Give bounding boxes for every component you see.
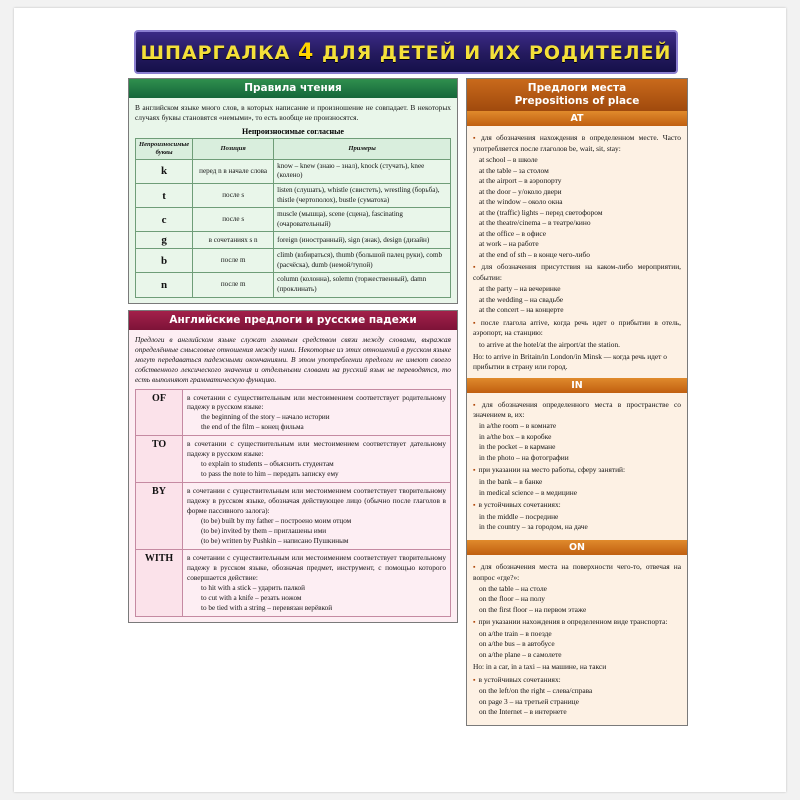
table-header-row xyxy=(136,139,451,160)
on-note-2: ▪ при указании нахождения в определенном виде транспорта: xyxy=(473,617,681,628)
row-letter: g xyxy=(136,232,193,249)
table-row xyxy=(136,273,451,297)
list-item: on the floor – на полу xyxy=(479,594,545,604)
right-column xyxy=(466,78,688,732)
row-position: в сочетаниях s n xyxy=(193,232,274,249)
list-item: in the country – за городом, на даче xyxy=(479,522,588,532)
case-note: в сочетании с существительным или местоимением соответствует творительному падежу в русском языке, обозначая действующее лицо (обычно после глаголов в форме пассивного залога): xyxy=(187,486,446,515)
case-example: to be tied with a string – перевязан верёвкой xyxy=(201,603,333,612)
case-example: (to be) invited by them – приглашены ими xyxy=(201,526,327,535)
at-exception: Но: to arrive in Britain/in London/in Minsk — когда речь идет о прибытии в страну или город. xyxy=(473,352,667,372)
list-item: on the table – на столе xyxy=(479,583,547,593)
table-row xyxy=(136,208,451,232)
case-example: the beginning of the story – начало истории xyxy=(201,413,330,422)
title-prefix: ШПАРГАЛКА xyxy=(140,41,291,64)
list-item: at the end of sth – в конце чего-либо xyxy=(479,249,590,259)
list-item: at the theatre/cinema – в театре/кино xyxy=(479,218,591,228)
title-ru: Предлоги места xyxy=(527,82,627,94)
on-list-1 xyxy=(479,584,681,616)
row-examples: column (колонна), solemn (торжественный), damn (проклинать) xyxy=(274,273,451,297)
page-title xyxy=(141,40,672,65)
list-item: to arrive at the hotel/at the airport/at the station. xyxy=(479,339,620,349)
case-example: to explain to students – объяснить студентам xyxy=(201,460,334,469)
in-list-1 xyxy=(479,421,681,463)
case-note: в сочетании с существительным или местоимением соответствует дательному падежу в русском языке: xyxy=(187,439,446,459)
row-position: после s xyxy=(193,184,274,208)
reading-rules-card xyxy=(128,78,458,304)
case-note: в сочетании с существительным или местоимением соответствует творительному падежу в русском языке, обозначая предмет, инструмент, с помощью которого совершается действие: xyxy=(187,553,446,582)
on-note-1: ▪ для обозначения места на поверхности чего-то, отвечая на вопрос «где?»: xyxy=(473,562,681,583)
in-note-2: ▪ при указании на место работы, сферу занятий: xyxy=(473,465,681,476)
row-position: после m xyxy=(193,273,274,297)
row-letter: n xyxy=(136,273,193,297)
silent-consonants-table xyxy=(135,138,451,297)
row-examples: climb (взбираться), thumb (большой палец руки), comb (расчёска), dumb (немой/тупой) xyxy=(274,249,451,273)
table-row xyxy=(136,159,451,183)
list-item: at the office – в офисе xyxy=(479,228,546,238)
title-banner xyxy=(134,30,678,74)
at-note-3: ▪ после глагола arrive, когда речь идет о прибытии в отель, аэропорт, на станцию: xyxy=(473,318,681,339)
table-row xyxy=(136,436,451,483)
list-item: in a/the box – в коробке xyxy=(479,431,552,441)
left-column xyxy=(128,78,458,629)
table-row xyxy=(136,389,451,436)
group-in-header: IN xyxy=(467,378,687,393)
case-example: (to be) written by Pushkin – написано Пушкиным xyxy=(201,536,349,545)
row-examples: listen (слушать), whistle (свистеть), wrestling (борьба), thistle (чертополох), bustle (суматоха) xyxy=(274,184,451,208)
on-note-3: ▪ в устойчивых сочетаниях: xyxy=(473,675,681,686)
table-row xyxy=(136,249,451,273)
list-item: on page 3 – на третьей странице xyxy=(479,696,579,706)
preposition-with: WITH xyxy=(136,550,183,617)
title-number: 4 xyxy=(298,39,315,65)
list-item: in the pocket – в кармане xyxy=(479,442,556,452)
on-exception: Но: in a car, in a taxi – на машине, на такси xyxy=(473,662,607,672)
list-item: in the middle – посредине xyxy=(479,511,559,521)
reading-rules-intro: В английском языке много слов, в которых написание и произношение не совпадает. В некоторых случаях буквы становятся «немыми», то есть вообще не произносятся. xyxy=(135,103,451,123)
case-example: to cut with a knife – резать ножом xyxy=(201,593,302,602)
list-item: on the left/on the right – слева/справа xyxy=(479,686,593,696)
cheatsheet-card xyxy=(14,8,786,792)
list-item: in a/the room – в комнате xyxy=(479,421,557,431)
list-item: in the bank – в банке xyxy=(479,477,543,487)
at-note-2: ▪ для обозначения присутствия на каком-либо мероприятии, событии: xyxy=(473,262,681,283)
list-item: at the table – за столом xyxy=(479,165,549,175)
col-letters: Непроизносимые буквы xyxy=(136,139,193,160)
list-item: at the airport – в аэропорту xyxy=(479,176,562,186)
list-item: in the photo – на фотографии xyxy=(479,452,569,462)
table-row xyxy=(136,483,451,550)
preposition-by: BY xyxy=(136,483,183,550)
group-on-header: ON xyxy=(467,540,687,555)
list-item: on a/the train – в поезде xyxy=(479,628,552,638)
list-item: on the first floor – на первом этаже xyxy=(479,604,587,614)
in-list-3 xyxy=(479,512,681,533)
case-note: в сочетании с существительным или местоимением соответствует родительному падежу в русском языке: xyxy=(187,392,446,412)
case-example: to hit with a stick – ударить палкой xyxy=(201,583,305,592)
list-item: on the Internet – в интернете xyxy=(479,707,567,717)
row-examples: muscle (мышца), scene (сцена), fascinating (очаровательный) xyxy=(274,208,451,232)
preposition-to: TO xyxy=(136,436,183,483)
reading-rules-title: Правила чтения xyxy=(129,79,457,98)
col-examples: Примеры xyxy=(274,139,451,160)
in-list-2 xyxy=(479,477,681,498)
row-position: после m xyxy=(193,249,274,273)
preposition-of: OF xyxy=(136,389,183,436)
table-row xyxy=(136,550,451,617)
on-list-3 xyxy=(479,686,681,718)
prepositions-place-card xyxy=(466,78,688,726)
table-row xyxy=(136,184,451,208)
silent-consonants-subhead: Непроизносимые согласные xyxy=(242,127,344,137)
list-item: at the (traffic) lights – перед светофором xyxy=(479,207,603,217)
at-list-1 xyxy=(479,155,681,260)
row-position: после s xyxy=(193,208,274,232)
prepositions-cases-intro: Предлоги в английском языке служат главным средством связи между словами, выражая определённые смысловые отношения между ними. Некоторые из этих отношений в русском языке могут передаваться падежными окончаниями. В этом употреблении предлоги не имеют своего собственного лексического значения и отдельными словами на русский язык не переводятся, то есть выполняют грамматическую функцию. xyxy=(135,334,451,384)
table-row xyxy=(136,232,451,249)
prepositions-place-title xyxy=(467,79,687,111)
col-position: Позиция xyxy=(193,139,274,160)
at-list-3 xyxy=(479,340,681,351)
prepositions-cases-card xyxy=(128,310,458,623)
in-note-1: ▪ для обозначения определенного места в пространстве со значением в, их: xyxy=(473,400,681,421)
group-on-body xyxy=(467,555,687,725)
title-en: Prepositions of place xyxy=(514,95,640,108)
in-note-3: ▪ в устойчивых сочетаниях: xyxy=(473,500,681,511)
at-note-1: ▪ для обозначения нахождения в определенном месте. Часто употребляется после глаголов be, wait, sit, stay: xyxy=(473,133,681,154)
list-item: at work – на работе xyxy=(479,239,539,249)
list-item: at the window – около окна xyxy=(479,197,563,207)
group-at-header: AT xyxy=(467,111,687,126)
group-at-body xyxy=(467,126,687,377)
prepositions-cases-title: Английские предлоги и русские падежи xyxy=(129,311,457,330)
on-list-2 xyxy=(479,629,681,661)
list-item: on a/the bus – в автобусе xyxy=(479,639,555,649)
list-item: in medical science – в медицине xyxy=(479,487,578,497)
case-example: (to be) built by my father – построено моим отцом xyxy=(201,516,352,525)
list-item: on a/the plane – в самолете xyxy=(479,649,562,659)
row-position: перед n в начале слова xyxy=(193,159,274,183)
list-item: at the door – у/около двери xyxy=(479,186,562,196)
row-letter: t xyxy=(136,184,193,208)
prepositions-cases-table xyxy=(135,389,451,617)
at-list-2 xyxy=(479,284,681,316)
list-item: at the concert – на концерте xyxy=(479,305,564,315)
row-letter: c xyxy=(136,208,193,232)
list-item: at school – в школе xyxy=(479,155,538,165)
list-item: at the party – на вечеринке xyxy=(479,284,561,294)
row-letter: k xyxy=(136,159,193,183)
row-examples: foreign (иностранный), sign (знак), design (дизайн) xyxy=(274,232,451,249)
row-letter: b xyxy=(136,249,193,273)
group-in-body xyxy=(467,393,687,540)
case-example: to pass the note to him – передать записку ему xyxy=(201,470,339,479)
row-examples: know – knew (знаю – знал), knock (стучать), knee (колено) xyxy=(274,159,451,183)
case-example: the end of the film – конец фильма xyxy=(201,423,304,432)
title-suffix: ДЛЯ ДЕТЕЙ И ИХ РОДИТЕЛЕЙ xyxy=(321,41,672,64)
list-item: at the wedding – на свадьбе xyxy=(479,294,564,304)
